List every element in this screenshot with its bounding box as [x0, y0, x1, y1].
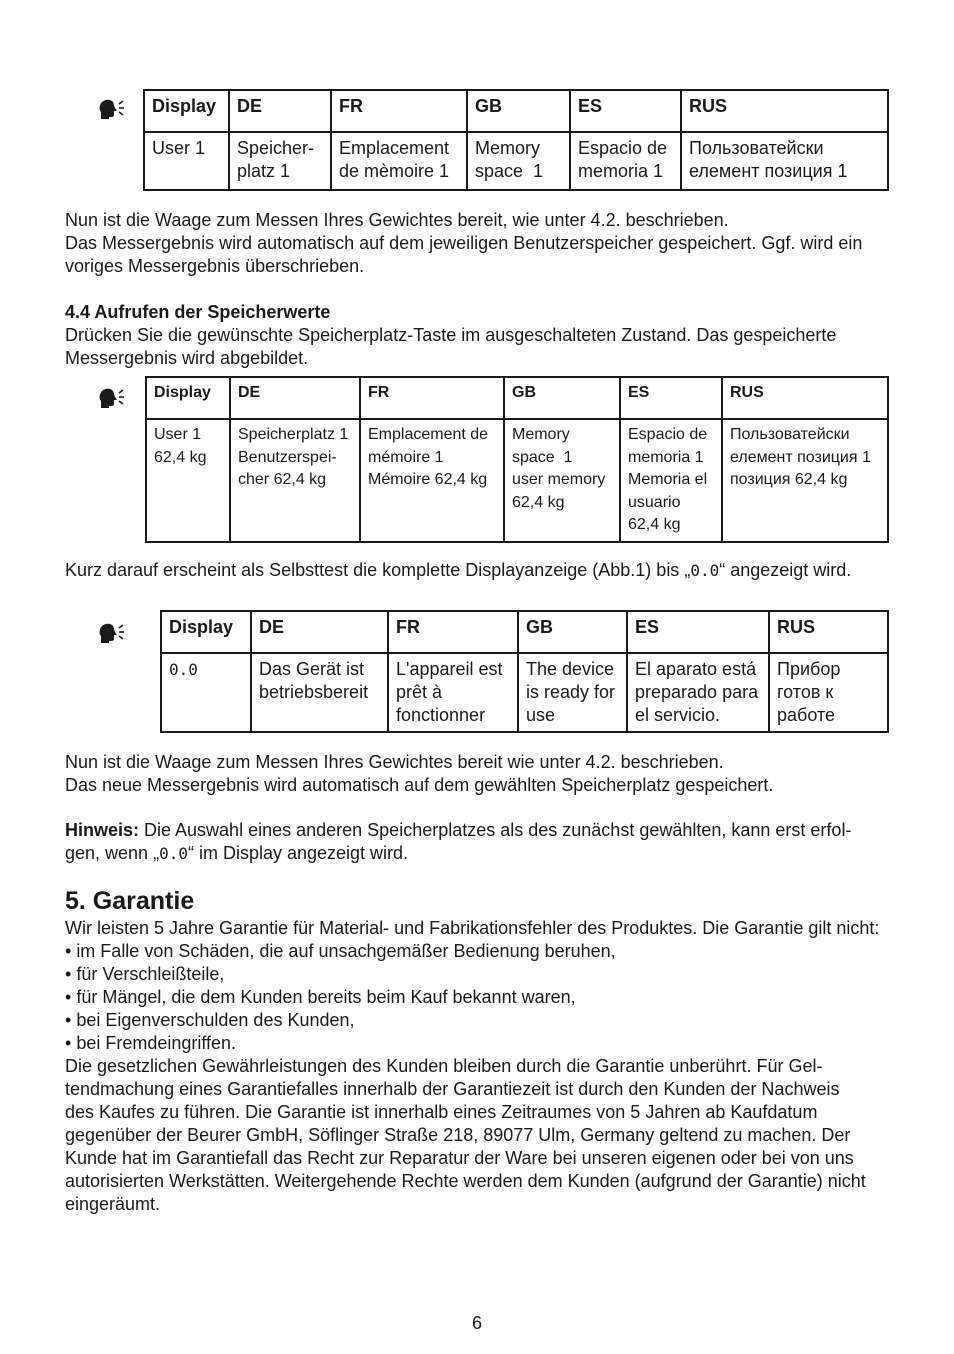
cell-line: space 1	[512, 448, 573, 466]
cell-line: el servicio.	[635, 705, 721, 725]
section-4-4	[65, 301, 895, 370]
cell-line: cher 62,4 kg	[238, 471, 327, 488]
cell-de	[251, 653, 388, 732]
cell-rus	[722, 419, 888, 542]
cell-line: Speicherplatz 1	[238, 426, 349, 443]
cell-line: Memory	[475, 138, 541, 158]
cell-line: is ready for	[526, 682, 616, 702]
cell-gb	[518, 653, 627, 732]
col-header-fr: FR	[360, 377, 504, 419]
cell-line: space 1	[475, 161, 544, 181]
cell-line: memoria 1	[628, 448, 704, 466]
cell-fr	[360, 419, 504, 542]
col-header-display: Display	[144, 90, 229, 132]
note-label: Hinweis:	[65, 820, 140, 840]
cell-rus	[681, 132, 888, 190]
col-header-rus: RUS	[722, 377, 888, 419]
col-header-es: ES	[627, 611, 769, 653]
cell-fr	[388, 653, 518, 732]
section-title: 4.4 Aufrufen der Speicherwerte	[65, 302, 331, 322]
col-header-gb: GB	[518, 611, 627, 653]
list-item: • im Falle von Schäden, die auf unsachgemäßer Bedienung beruhen,	[65, 940, 895, 963]
section-text: Drücken Sie die gewünschte Speicherplatz-Taste im ausgeschalteten Zustand. Das gespeicherte Messergebnis wird abgebildet.	[65, 325, 837, 368]
text-fragment: “ angezeigt wird.	[719, 560, 852, 580]
col-header-rus: RUS	[681, 90, 888, 132]
cell-line: User 1	[154, 426, 202, 443]
display-table-user-storage	[143, 89, 889, 191]
cell-fr	[331, 132, 467, 190]
paragraph-line: Kunde hat im Garantiefall das Recht zur Reparatur der Ware bei unseren eigenen oder bei von uns	[65, 1148, 854, 1168]
cell-line: Emplacement	[339, 138, 450, 158]
cell-display	[161, 653, 251, 732]
table-header-row	[146, 377, 888, 419]
paragraph-line	[65, 819, 895, 842]
col-header-de: DE	[230, 377, 360, 419]
speaking-head-icon	[98, 621, 128, 645]
cell-line: usuario	[628, 493, 681, 511]
col-header-gb: GB	[467, 90, 570, 132]
garantie-body	[65, 917, 895, 1216]
list-item: • bei Eigenverschulden des Kunden,	[65, 1009, 895, 1032]
table-header-row	[144, 90, 888, 132]
col-header-display: Display	[146, 377, 230, 419]
paragraph-line: autorisierten Werkstätten. Weitergehende Rechte werden dem Kunden (aufgrund der Garantie) nicht	[65, 1171, 866, 1191]
cell-line: memoria 1	[578, 161, 664, 181]
cell-line: de mèmoire 1	[339, 161, 450, 181]
text-fragment: Kurz darauf erscheint als Selbsttest die komplette Displayanzeige (Abb.1) bis „	[65, 560, 691, 580]
cell-display	[144, 132, 229, 190]
paragraph-line	[65, 559, 895, 582]
display-table-ready	[160, 610, 889, 733]
paragraph-ready	[65, 209, 895, 278]
cell-line: User 1	[152, 138, 206, 158]
cell-line: 62,4 kg	[628, 516, 681, 533]
cell-line: betriebsbereit	[259, 682, 369, 702]
col-header-fr: FR	[388, 611, 518, 653]
table-header-row	[161, 611, 888, 653]
cell-line: Пользоватейски	[689, 138, 824, 158]
cell-line: Прибор	[777, 659, 841, 679]
paragraph-line: gegenüber der Beurer GmbH, Söflinger Straße 218, 89077 Ulm, Germany geltend zu machen. Der	[65, 1125, 851, 1145]
cell-line: Memoria el	[628, 471, 708, 488]
paragraph-line	[65, 842, 895, 865]
cell-es	[620, 419, 722, 542]
cell-gb	[467, 132, 570, 190]
speaking-head-icon	[98, 97, 128, 121]
col-header-fr: FR	[331, 90, 467, 132]
list-item: • für Mängel, die dem Kunden bereits beim Kauf bekannt waren,	[65, 986, 895, 1009]
paragraph-line: eingeräumt.	[65, 1194, 161, 1214]
cell-line: user memory	[512, 471, 606, 488]
cell-es	[627, 653, 769, 732]
segment-display-value: 0.0	[169, 660, 198, 679]
display-table-recall	[145, 376, 889, 543]
paragraph-line: Das neue Messergebnis wird automatisch auf dem gewählten Speicherplatz gespeichert.	[65, 775, 774, 795]
speaking-head-icon	[98, 386, 128, 410]
col-header-display: Display	[161, 611, 251, 653]
garantie-intro: Wir leisten 5 Jahre Garantie für Material- und Fabrikationsfehler des Produktes. Die Garantie gilt nicht:	[65, 918, 880, 938]
cell-line: работе	[777, 705, 835, 725]
segment-display-value: 0.0	[159, 844, 188, 863]
section-title-garantie: 5. Garantie	[65, 887, 195, 915]
segment-display-value: 0.0	[690, 561, 720, 580]
table-row	[146, 419, 888, 542]
cell-line: елемент позиция 1	[689, 161, 848, 181]
page-number: 6	[471, 1313, 482, 1333]
cell-line: Пользоватейски	[730, 426, 850, 443]
cell-line: 62,4 kg	[154, 448, 207, 466]
cell-line: El aparato está	[635, 659, 757, 679]
cell-line: Espacio de	[578, 138, 668, 158]
cell-display	[146, 419, 230, 542]
cell-line: mémoire 1	[368, 448, 444, 466]
paragraph-line: Nun ist die Waage zum Messen Ihres Gewichtes bereit, wie unter 4.2. beschrieben.	[65, 210, 729, 230]
paragraph-line: tendmachung eines Garantiefalles innerhalb der Garantiezeit ist durch den Kunden der Nachweis	[65, 1079, 840, 1099]
paragraph-line: Die gesetzlichen Gewährleistungen des Kunden bleiben durch die Garantie unberührt. Für Gel-	[65, 1056, 823, 1076]
cell-line: Espacio de	[628, 426, 708, 443]
list-item: • bei Fremdeingriffen.	[65, 1032, 895, 1055]
paragraph-new-measurement	[65, 751, 895, 797]
col-header-de: DE	[251, 611, 388, 653]
cell-line: Benutzerspei-	[238, 448, 337, 466]
cell-line: fonctionner	[396, 705, 486, 725]
col-header-de: DE	[229, 90, 331, 132]
cell-line: preparado para	[635, 682, 759, 702]
text-fragment: gen, wenn „	[65, 843, 160, 863]
paragraph-line: Nun ist die Waage zum Messen Ihres Gewichtes bereit wie unter 4.2. beschrieben.	[65, 752, 724, 772]
list-item: • für Verschleißteile,	[65, 963, 895, 986]
cell-rus	[769, 653, 888, 732]
note-hinweis	[65, 819, 895, 865]
text-fragment: “ im Display angezeigt wird.	[187, 843, 409, 863]
table-row	[144, 132, 888, 190]
cell-de	[230, 419, 360, 542]
cell-line: prêt à	[396, 682, 443, 702]
paragraph-line: des Kaufes zu führen. Die Garantie ist innerhalb eines Zeitraumes von 5 Jahren ab Kaufdatum	[65, 1102, 818, 1122]
cell-line: L'appareil est	[396, 659, 503, 679]
cell-line: Mémoire 62,4 kg	[368, 471, 488, 488]
col-header-gb: GB	[504, 377, 620, 419]
cell-line: Speicher-	[237, 138, 315, 158]
col-header-rus: RUS	[769, 611, 888, 653]
cell-line: готов к	[777, 682, 834, 702]
cell-line: Memory	[512, 426, 570, 443]
text-fragment: Die Auswahl eines anderen Speicherplatzes als des zunächst gewählten, kann erst erfol-	[139, 820, 852, 840]
table-row	[161, 653, 888, 732]
cell-es	[570, 132, 681, 190]
cell-line: елемент позиция 1	[730, 448, 871, 466]
garantie-exclusions-list	[65, 940, 895, 1055]
cell-line: Emplacement de	[368, 426, 489, 443]
cell-de	[229, 132, 331, 190]
paragraph-line: Das Messergebnis wird automatisch auf dem jeweiligen Benutzerspeicher gespeichert. Ggf. wird ein voriges Messergebnis überschrieben.	[65, 233, 863, 276]
cell-line: 62,4 kg	[512, 493, 565, 511]
cell-gb	[504, 419, 620, 542]
col-header-es: ES	[570, 90, 681, 132]
col-header-es: ES	[620, 377, 722, 419]
cell-line: use	[526, 705, 556, 725]
cell-line: The device	[526, 659, 615, 679]
selftest-line	[65, 559, 895, 582]
cell-line: Das Gerät ist	[259, 659, 365, 679]
cell-line: platz 1	[237, 161, 291, 181]
cell-line: позиция 62,4 kg	[730, 471, 848, 488]
